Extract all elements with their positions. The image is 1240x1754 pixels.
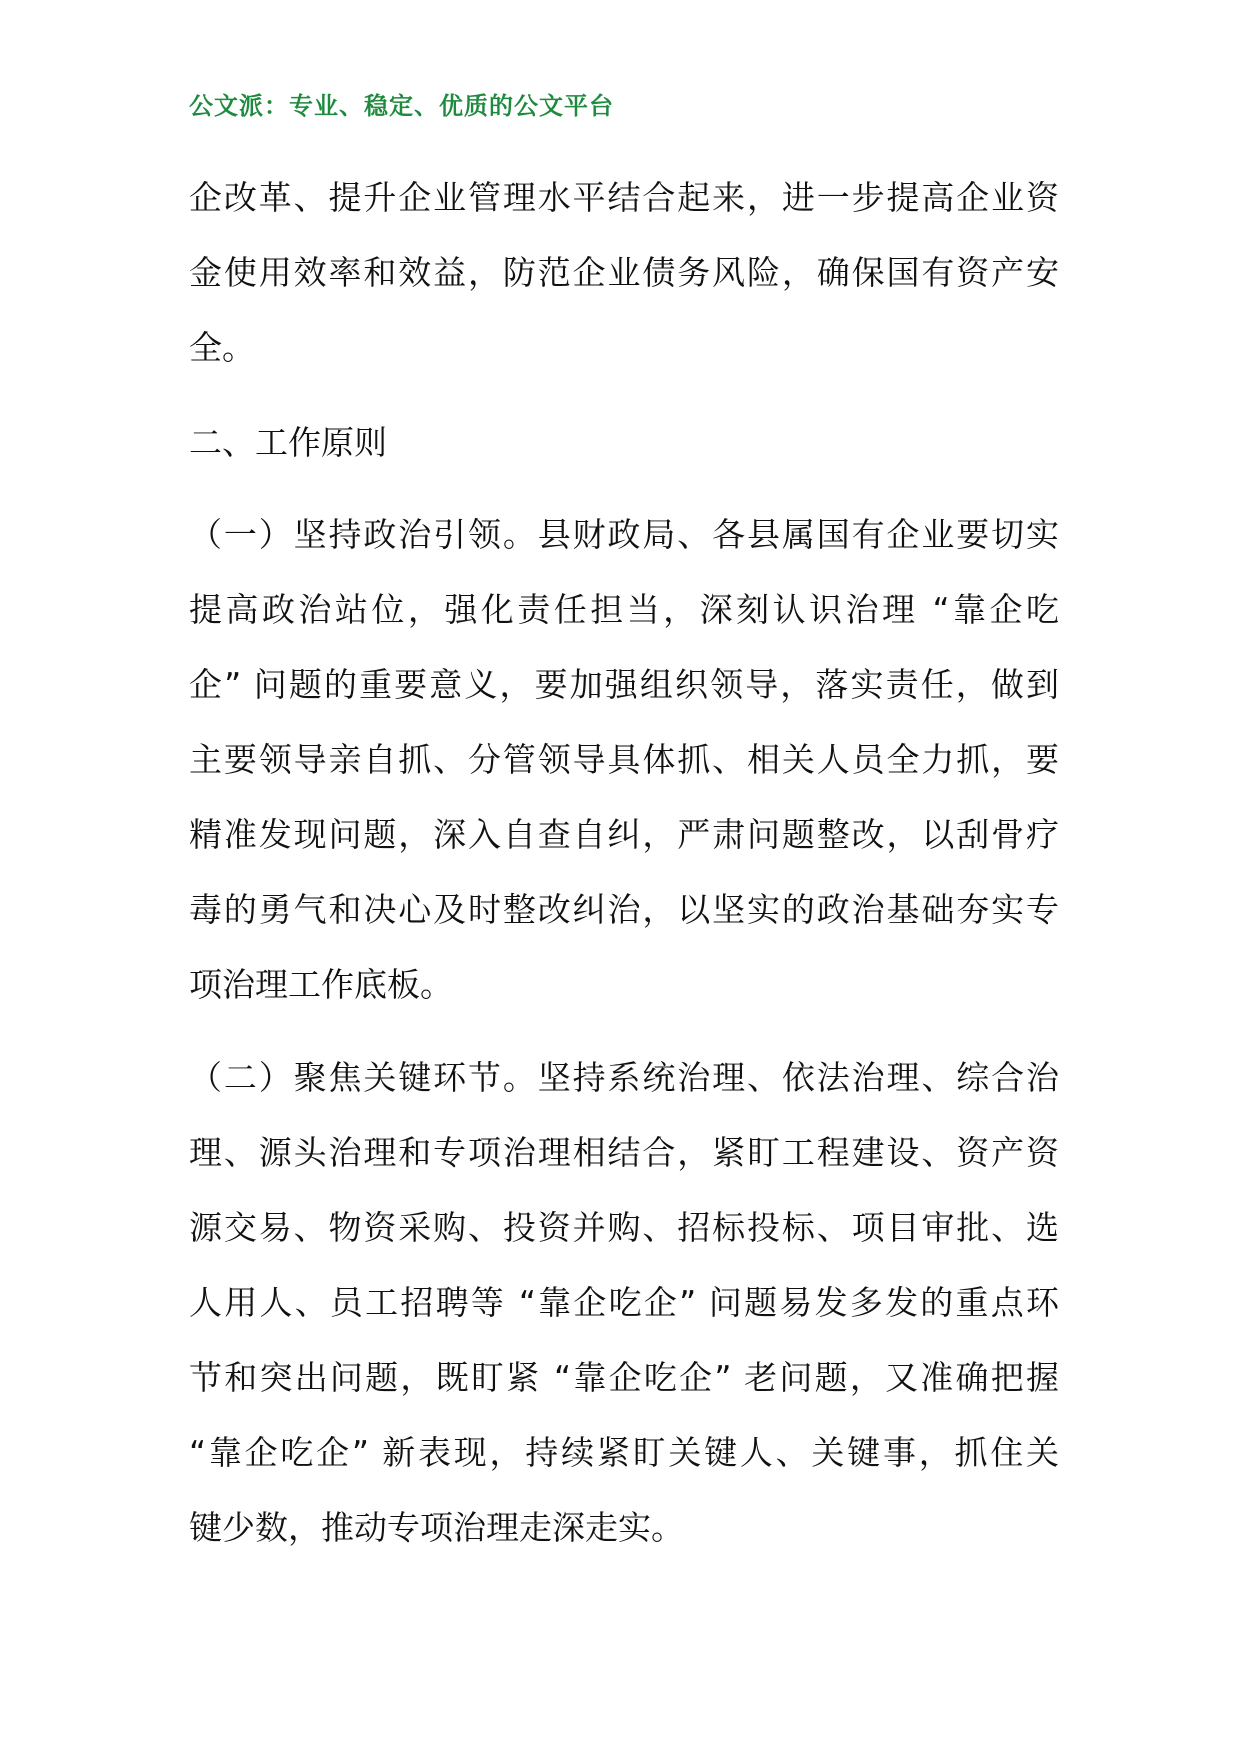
text-line: 企改革、提升企业管理水平结合起来，进一步提高企业资 (189, 178, 1059, 217)
page-header: 公文派：专业、稳定、优质的公文平台 (189, 92, 614, 120)
paragraph-political-leadership (189, 497, 1059, 1022)
text-line: （二）聚焦关键环节。坚持系统治理、依法治理、综合治 (189, 1058, 1059, 1097)
text-line: 项治理工作底板。 (189, 965, 453, 1004)
section-heading: 二、工作原则 (189, 423, 387, 462)
text-line: 键少数，推动专项治理走深走实。 (189, 1508, 684, 1547)
text-line: 人用人、员工招聘等 “靠企吃企” 问题易发多发的重点环 (189, 1283, 1059, 1322)
text-line: 提高政治站位，强化责任担当，深刻认识治理 “靠企吃 (189, 590, 1059, 629)
text-line: 全。 (189, 328, 255, 367)
text-line: 理、源头治理和专项治理相结合，紧盯工程建设、资产资 (189, 1133, 1059, 1172)
text-line: 节和突出问题，既盯紧 “靠企吃企” 老问题，又准确把握 (189, 1358, 1059, 1397)
text-line: 企” 问题的重要意义，要加强组织领导，落实责任，做到 (189, 665, 1059, 704)
text-line: 金使用效率和效益，防范企业债务风险，确保国有资产安 (189, 253, 1059, 292)
text-line: 源交易、物资采购、投资并购、招标投标、项目审批、选 (189, 1208, 1059, 1247)
text-line: 精准发现问题，深入自查自纠，严肃问题整改，以刮骨疗 (189, 815, 1059, 854)
text-line: “靠企吃企” 新表现，持续紧盯关键人、关键事，抓住关 (189, 1433, 1059, 1472)
text-line: 主要领导亲自抓、分管领导具体抓、相关人员全力抓，要 (189, 740, 1059, 779)
section-heading-block (189, 405, 1059, 480)
paragraph-key-links (189, 1040, 1059, 1565)
paragraph-continuation (189, 160, 1059, 385)
text-line: 毒的勇气和决心及时整改纠治，以坚实的政治基础夯实专 (189, 890, 1059, 929)
text-line: （一）坚持政治引领。县财政局、各县属国有企业要切实 (189, 515, 1059, 554)
